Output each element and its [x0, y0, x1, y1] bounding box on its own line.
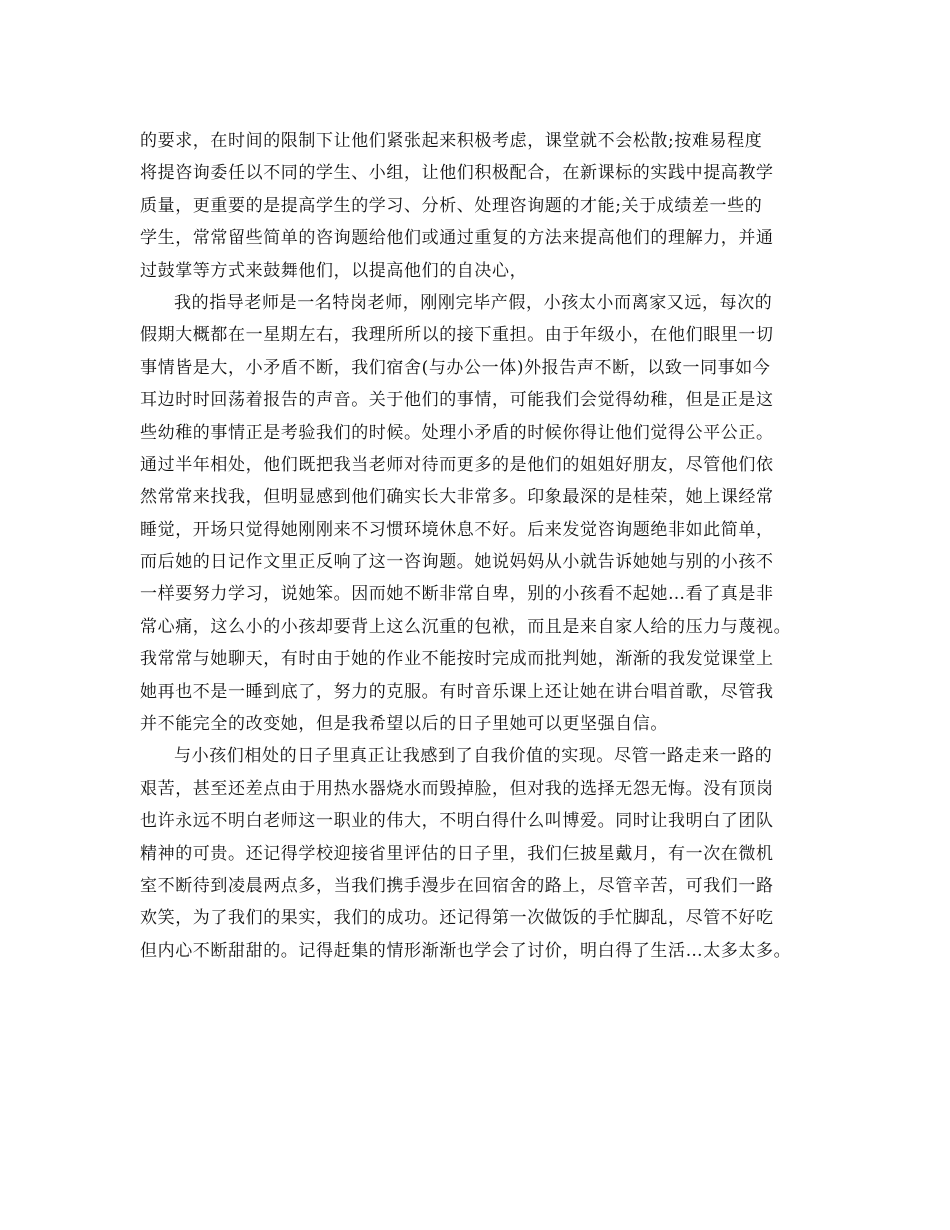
text-line: 然常常来找我，但明显感到他们确实长大非常多。印象最深的是桂荣，她上课经常 — [140, 487, 774, 508]
text-line: 她再也不是一睡到底了，努力的克服。有时音乐课上还让她在讲台唱首歌，尽管我 — [140, 681, 774, 702]
body-text — [140, 125, 840, 967]
text-line: 精神的可贵。还记得学校迎接省里评估的日子里，我们仨披星戴月，有一次在微机 — [140, 843, 774, 864]
text-line: 一样要努力学习，说她笨。因而她不断非常自卑，别的小孩看不起她…看了真是非 — [140, 584, 774, 605]
text-line: 过鼓掌等方式来鼓舞他们，以提高他们的自决心， — [140, 260, 528, 281]
text-line: 但内心不断甜甜的。记得赶集的情形渐渐也学会了讨价，明白得了生活…太多太多。 — [140, 940, 792, 961]
text-line: 也许永远不明白老师这一职业的伟大，不明白得什么叫博爱。同时让我明白了团队 — [140, 811, 774, 832]
text-line: 些幼稚的事情正是考验我们的时候。处理小矛盾的时候你得让他们觉得公平公正。 — [140, 422, 774, 443]
text-line: 通过半年相处，他们既把我当老师对待而更多的是他们的姐姐好朋友，尽管他们依 — [140, 454, 774, 475]
text-line: 欢笑，为了我们的果实，我们的成功。还记得第一次做饭的手忙脚乱，尽管不好吃 — [140, 908, 774, 929]
text-line: 学生，常常留些简单的咨询题给他们或通过重复的方法来提高他们的理解力，并通 — [140, 228, 774, 249]
text-line: 我常常与她聊天，有时由于她的作业不能按时完成而批判她，渐渐的我发觉课堂上 — [140, 649, 774, 670]
paragraph-first-line: 我的指导老师是一名特岗老师，刚刚完毕产假，小孩太小而离家又远，每次的 — [174, 292, 773, 313]
text-line: 将提咨询委任以不同的学生、小组，让他们积极配合，在新课标的实践中提高教学 — [140, 163, 774, 184]
text-line: 并不能完全的改变她，但是我希望以后的日子里她可以更坚强自信。 — [140, 714, 668, 735]
text-line: 假期大概都在一星期左右，我理所所以的接下重担。由于年级小，在他们眼里一切 — [140, 325, 774, 346]
paragraph-first-line: 与小孩们相处的日子里真正让我感到了自我价值的实现。尽管一路走来一路的 — [174, 746, 773, 767]
text-line: 常心痛，这么小的小孩却要背上这么沉重的包袱，而且是来自家人给的压力与蔑视。 — [140, 616, 792, 637]
text-line: 质量，更重要的是提高学生的学习、分析、处理咨询题的才能;关于成绩差一些的 — [140, 195, 763, 216]
text-line: 耳边时时回荡着报告的声音。关于他们的事情，可能我们会觉得幼稚，但是正是这 — [140, 390, 774, 411]
text-line: 的要求，在时间的限制下让他们紧张起来积极考虑，课堂就不会松散;按难易程度 — [140, 131, 763, 151]
text-line: 室不断待到凌晨两点多，当我们携手漫步在回宿舍的路上，尽管辛苦，可我们一路 — [140, 875, 774, 896]
text-line: 睡觉，开场只觉得她刚刚来不习惯环境休息不好。后来发觉咨询题绝非如此简单， — [140, 519, 774, 540]
text-line: 而后她的日记作文里正反响了这一咨询题。她说妈妈从小就告诉她她与别的小孩不 — [140, 552, 774, 573]
text-line: 艰苦，甚至还差点由于用热水器烧水而毁掉脸，但对我的选择无怨无悔。没有顶岗 — [140, 778, 774, 799]
text-line: 事情皆是大，小矛盾不断，我们宿舍(与办公一体)外报告声不断，以致一同事如今 — [140, 357, 771, 378]
